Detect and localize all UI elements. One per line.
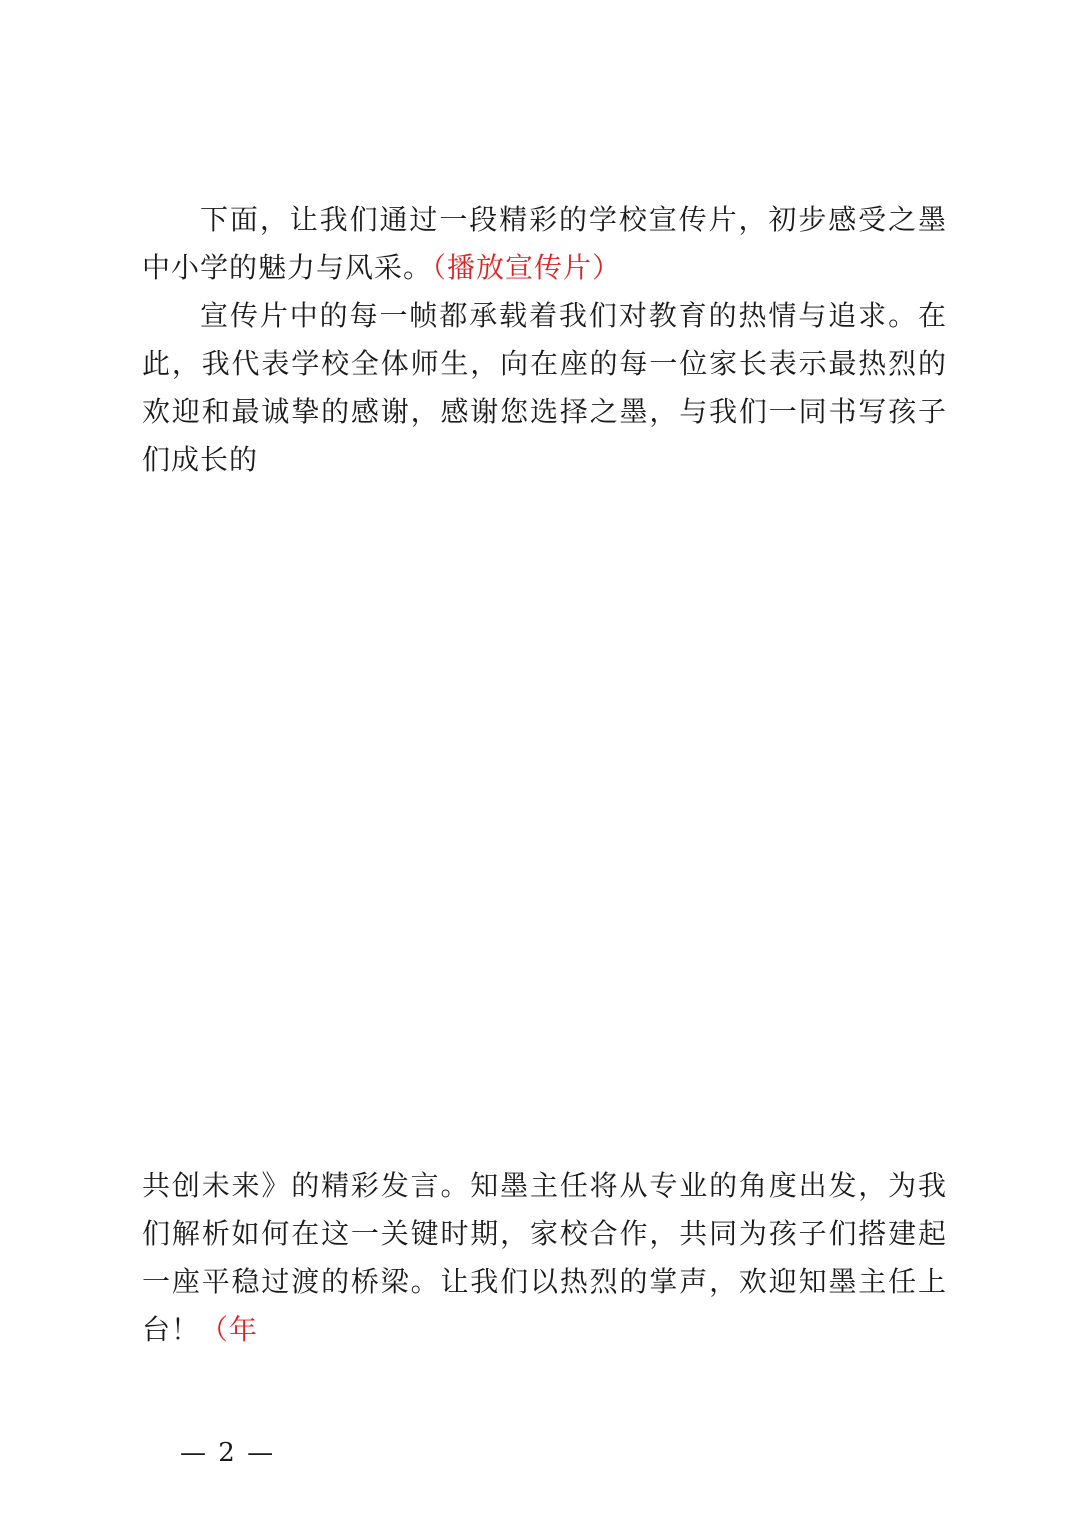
paragraph-text: 宣传片中的每一帧都承载着我们对教育的热情与追求。在此，我代表学校全体师生，向在座的每一位家长表示最热烈的欢迎和最诚挚的感谢，感谢您选择之墨，与我们一同书写孩子们成长的 — [142, 299, 947, 476]
paragraph-text: 下面，让我们通过一段精彩的学校宣传片，初步感受之墨中小学的魅力与风采。 — [142, 203, 947, 284]
paragraph-welcome — [142, 292, 947, 484]
text-block-top — [142, 196, 947, 476]
paragraph-promo-video — [142, 196, 947, 292]
paragraph-speaker-intro — [142, 1162, 947, 1354]
text-block-bottom — [142, 1162, 947, 1354]
stage-cue-truncated: （年 — [200, 1313, 259, 1346]
paragraph-text: 共创未来》的精彩发言。知墨主任将从专业的角度出发，为我们解析如何在这一关键时期，家校合作，共同为孩子们搭建起一座平稳过渡的桥梁。让我们以热烈的掌声，欢迎知墨主任上台！ — [142, 1169, 947, 1346]
page-number: — 2 — — [180, 1438, 276, 1468]
stage-cue-play-video: （播放宣传片） — [432, 251, 622, 284]
